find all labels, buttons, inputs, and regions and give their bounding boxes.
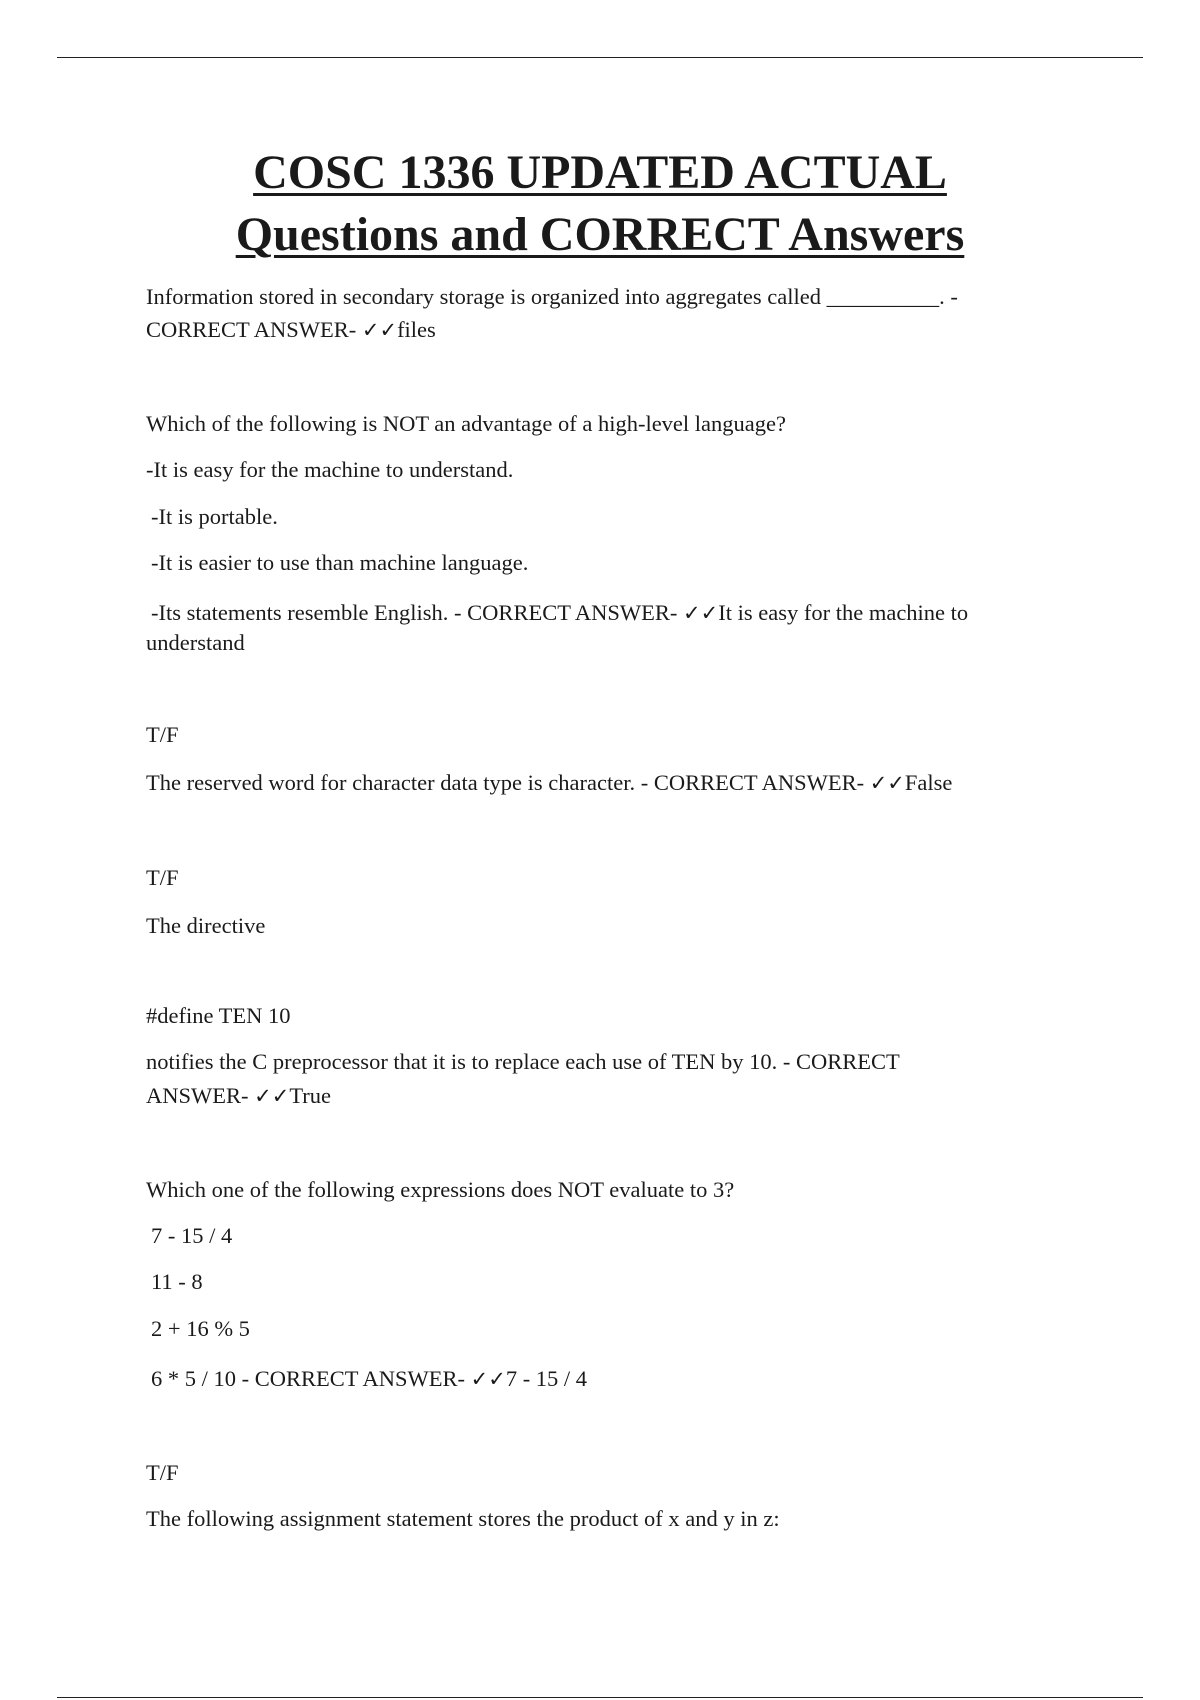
q5-question: Which one of the following expressions does NOT evaluate to 3? [146,1177,735,1202]
q1-line-1: Information stored in secondary storage is organized into aggregates called __________. - [146,284,958,309]
q6-text: The following assignment statement stores the product of x and y in z: [146,1506,780,1531]
q4-answer-label: ANSWER- [146,1083,255,1108]
title-line-2: Questions and CORRECT Answers [235,208,965,261]
q5-answer: 7 - 15 / 4 [505,1366,588,1391]
q1-answer-label: CORRECT ANSWER- [146,317,362,342]
title-line-1: COSC 1336 UPDATED ACTUAL [253,146,947,199]
bottom-rule [57,1697,1143,1698]
double-check-icon: ✓✓ [683,601,719,625]
q4-text-3: notifies the C preprocessor that it is to replace each use of TEN by 10. - CORRECT [146,1049,900,1074]
q2-answer-line-1: It is easy for the machine to [718,600,969,625]
page-title [0,142,1200,266]
q1-answer: files [397,317,436,342]
q5-option-3: 2 + 16 % 5 [151,1316,250,1341]
q2-option-4-text: -Its statements resemble English. - CORRECT ANSWER- [151,600,684,625]
q4-text-4 [146,1079,331,1113]
q2-option-3: -It is easier to use than machine language. [151,550,529,575]
double-check-icon: ✓✓ [470,1367,506,1391]
q1-line-2 [146,313,436,347]
q5-option-1: 7 - 15 / 4 [151,1223,233,1248]
q4-code-line: #define TEN 10 [146,1003,291,1028]
q6-type: T/F [146,1460,179,1485]
q3-answer: False [904,770,953,795]
q4-answer: True [289,1083,332,1108]
q2-question: Which of the following is NOT an advantage of a high-level language? [146,411,786,436]
q3-statement: The reserved word for character data type is character. - CORRECT ANSWER- [146,770,870,795]
q2-answer-line-2: understand [146,630,245,655]
q3-text [146,766,952,800]
q3-type: T/F [146,722,179,747]
top-rule [57,57,1143,58]
q4-type: T/F [146,865,179,890]
q2-option-2: -It is portable. [151,504,278,529]
double-check-icon: ✓✓ [254,1084,290,1108]
q2-option-1: -It is easy for the machine to understand. [146,457,514,482]
q4-text-1: The directive [146,913,266,938]
q5-option-4-text: 6 * 5 / 10 - CORRECT ANSWER- [151,1366,471,1391]
double-check-icon: ✓✓ [869,771,905,795]
q5-option-2: 11 - 8 [151,1269,203,1294]
q2-option-4 [151,596,968,630]
q5-option-4 [151,1362,587,1396]
double-check-icon: ✓✓ [361,318,398,342]
